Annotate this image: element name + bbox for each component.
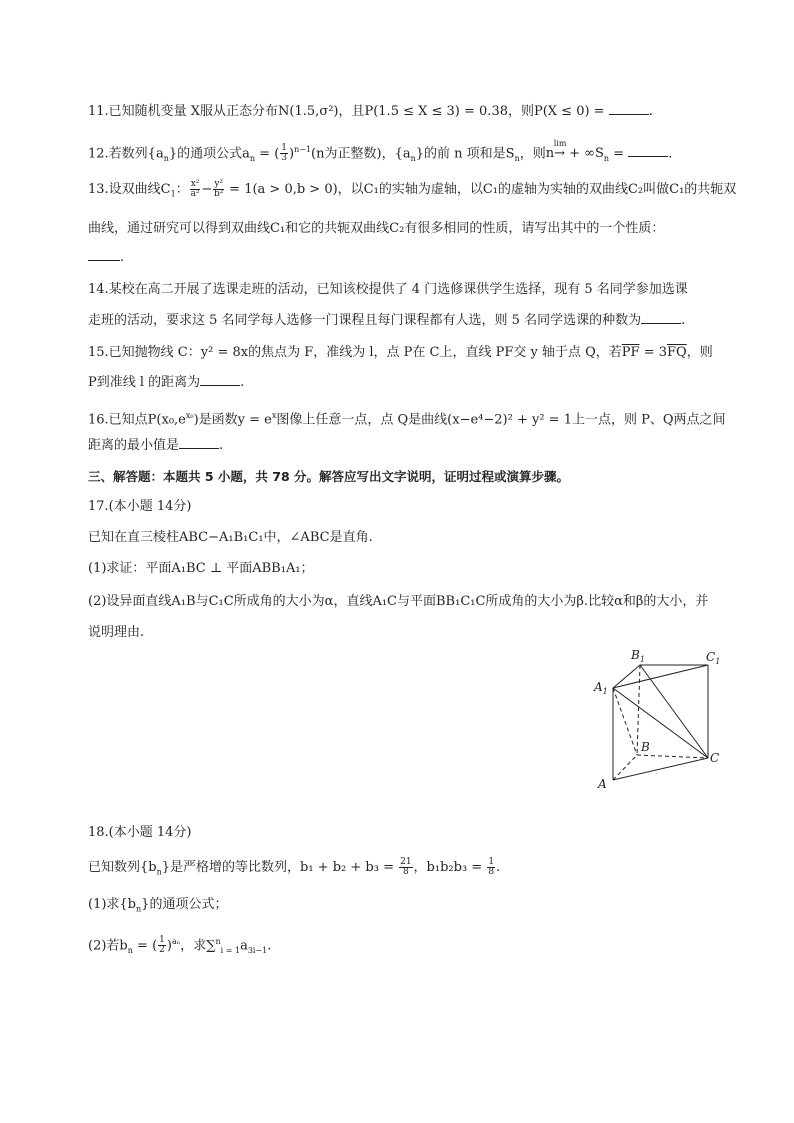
question-14-line-1: 14.某校在高二开展了选课走班的活动，已知该校提供了 4 门选修课供学生选择，现有 5 名同学参加选课	[88, 282, 688, 297]
fraction-21-8: $\frac{21}{8}$	[400, 857, 412, 877]
question-11: 11.已知随机变量 X服从正态分布N(1.5,σ²)，且P(1.5 ≤ X ≤ 3) = 0.38，则P(X ≤ 0) = .	[88, 104, 653, 119]
question-17-part-2-line-1: (2)设异面直线A₁B与C₁C所成角的大小为α，直线A₁C与平面BB₁C₁C所成角的大小为β.比较α和β的大小，并	[88, 594, 709, 609]
question-17-part-1: (1)求证：平面A₁BC ⊥ 平面ABB₁A₁；	[88, 561, 314, 576]
prism-figure	[590, 645, 730, 795]
edge-b-c	[637, 755, 708, 758]
edge-a1-c	[613, 688, 708, 758]
question-18-stem: 已知数列$\{b_n\}$是严格增的等比数列，b₁ + b₂ + b₃ = $\frac{21}{8}$ ，b₁b₂b₃ = $\frac{1}{8}$ .	[88, 857, 501, 877]
label-a: A	[598, 777, 607, 791]
label-b: B	[641, 740, 650, 754]
question-13-line-1: 13.设双曲线$C_1$： $\frac{\text{x²}}{\text{a²}}$ − $\frac{\text{y²}}{\text{b²}}$ = 1(a > 0,b > 0)，以C₁的实轴为虚轴，以C₁的虚轴为实轴的双曲线C₂叫做C₁的共轭双	[88, 179, 737, 199]
question-17-header: 17.(本小题 14分)	[88, 499, 192, 514]
question-17-part-2-line-2: 说明理由.	[88, 625, 145, 640]
fraction: $\frac{1}{3}$	[281, 143, 288, 164]
answer-blank[interactable]	[88, 248, 120, 261]
question-13-line-2: 曲线，通过研究可以得到双曲线C₁和它的共轭双曲线C₂有很多相同的性质，请写出其中的一个性质：	[88, 221, 665, 236]
label-c: C	[710, 751, 720, 765]
question-12: 12.若数列$\{a_n\}$的通项公式$a_n$ = ( $\frac{1}{3}$ )$^{n-1}$(n为正整数)，$\{a_n\}$的前 n 项和是$S_n$，则 lim $n\to + \infty S_n$ = .	[88, 139, 673, 164]
question-18-part-2: (2)若$b_n$ = ( $\frac{1}{2}$ )$^{a_n}$，求$\sum^n_{i = 1}a_{3i-1}$.	[88, 935, 272, 956]
question-15-line-1: 15.已知抛物线 C：y² = 8x的焦点为 F，准线为 l，点 P在 C上，直线 PF交 y 轴于点 Q，若$\overline{PF} = 3\overline{FQ}$，则	[88, 345, 713, 360]
question-16-line-2: 距离的最小值是 .	[88, 438, 224, 453]
label-c1: $C_1$	[706, 650, 721, 666]
fraction-x: $\frac{\text{x²}}{\text{a²}}$	[190, 179, 200, 199]
answer-blank[interactable]	[200, 373, 240, 386]
question-15-line-2: P到准线 l 的距离为 .	[88, 375, 245, 390]
label-b1: $B_1$	[631, 648, 645, 664]
edge-a1-b	[613, 688, 637, 755]
answer-blank[interactable]	[628, 144, 668, 157]
fraction-1-2: $\frac{1}{2}$	[159, 935, 165, 956]
edge-a-b	[613, 755, 637, 780]
question-14-line-2: 走班的活动，要求这 5 名同学每人选修一门课程且每门课程都有人选，则 5 名同学选课的种数为 .	[88, 313, 686, 328]
fraction-1-8: $\frac{1}{8}$	[488, 857, 495, 877]
answer-blank[interactable]	[609, 102, 649, 115]
question-18-part-1: (1)求$\{b_n\}$的通项公式；	[88, 897, 228, 914]
answer-blank[interactable]	[641, 311, 681, 324]
question-16-line-1: 16.已知点$P(x_0,e^{x_0})$是函数$y = e^x$图像上任意一点，点 Q是曲线(x−e⁴−2)² + y² = 1上一点，则 P、Q两点之间	[88, 411, 726, 428]
edge-b1-b	[637, 665, 640, 755]
section-3-heading: 三、解答题：本题共 5 小题，共 78 分。解答应写出文字说明，证明过程或演算步骤。	[88, 469, 570, 484]
question-13-blank: .	[88, 248, 728, 268]
answer-blank[interactable]	[179, 436, 219, 449]
question-18-header: 18.(本小题 14分)	[88, 825, 192, 840]
limit-expression: lim n→ + ∞S	[545, 139, 604, 162]
label-a1: $A_1$	[594, 680, 608, 696]
edge-a-c	[613, 758, 708, 780]
vector-fq: $\overline{FQ}$	[667, 345, 687, 360]
question-17-stem: 已知在直三棱柱ABC−A₁B₁C₁中，∠ABC是直角.	[88, 530, 373, 545]
fraction-y: $\frac{\text{y²}}{\text{b²}}$	[213, 179, 224, 199]
vector-pf: $\overline{PF}$	[621, 345, 640, 360]
